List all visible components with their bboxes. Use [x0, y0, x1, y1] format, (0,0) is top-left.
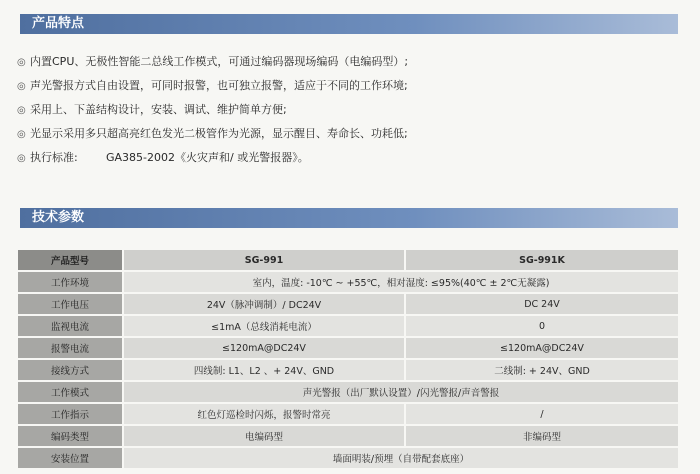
standard-label: 执行标准:: [30, 151, 78, 164]
spec-row: [18, 404, 678, 424]
spec-value-sg991k: /: [404, 404, 678, 424]
spec-value-sg991k: 非编码型: [404, 426, 678, 446]
feature-text: 声光警报方式自由设置，可同时报警，也可独立报警，适应于不同的工作环境;: [30, 79, 408, 92]
spec-row: [18, 426, 678, 446]
feature-item: [17, 98, 408, 122]
spec-label: 工作指示: [18, 404, 124, 424]
bullet-icon: ◎: [17, 153, 26, 164]
spec-row: [18, 316, 678, 336]
spec-row: [18, 382, 678, 402]
features-list: [17, 50, 408, 170]
spec-label: 编码类型: [18, 426, 124, 446]
spec-value-merged: 墙面明装/预埋（自带配套底座）: [124, 448, 678, 468]
spec-header-label: 产品型号: [18, 250, 124, 270]
spec-row: [18, 338, 678, 358]
spec-value-sg991k: 0: [404, 316, 678, 336]
bullet-icon: ◎: [17, 105, 26, 116]
spec-label: 监视电流: [18, 316, 124, 336]
spec-row: [18, 448, 678, 468]
feature-text: 采用上、下盖结构设计，安装、调试、维护简单方便;: [30, 103, 287, 116]
feature-text: 光显示采用多只超高亮红色发光二极管作为光源，显示醒目、寿命长、功耗低;: [30, 127, 408, 140]
bullet-icon: ◎: [17, 129, 26, 140]
bullet-icon: ◎: [17, 81, 26, 92]
bullet-icon: ◎: [17, 57, 26, 68]
spec-table: [18, 248, 678, 470]
spec-row: [18, 360, 678, 380]
spec-header-row: [18, 250, 678, 270]
features-section-title: 产品特点: [20, 14, 678, 34]
spec-label: 工作环境: [18, 272, 124, 292]
feature-item: [17, 74, 408, 98]
spec-value-sg991: ≤120mA@DC24V: [124, 338, 404, 358]
spec-label: 安装位置: [18, 448, 124, 468]
spec-label: 报警电流: [18, 338, 124, 358]
spec-row: [18, 272, 678, 292]
spec-value-sg991: 24V（脉冲调制）/ DC24V: [124, 294, 404, 314]
spec-label: 接线方式: [18, 360, 124, 380]
spec-value-sg991k: DC 24V: [404, 294, 678, 314]
feature-item-standard: [17, 146, 408, 170]
standard-value: GA385-2002《火灾声和/ 或光警报器》。: [106, 151, 309, 164]
spec-label: 工作模式: [18, 382, 124, 402]
feature-item: [17, 50, 408, 74]
spec-value-sg991: 电编码型: [124, 426, 404, 446]
tech-section-title: 技术参数: [20, 208, 678, 228]
model-sg991: SG-991: [124, 250, 404, 270]
spec-value-sg991k: ≤120mA@DC24V: [404, 338, 678, 358]
spec-value-merged: 声光警报（出厂默认设置）/闪光警报/声音警报: [124, 382, 678, 402]
model-sg991k: SG-991K: [404, 250, 678, 270]
feature-text: 内置CPU、无极性智能二总线工作模式，可通过编码器现场编码（电编码型）;: [30, 55, 409, 68]
spec-value-sg991k: 二线制: + 24V、GND: [404, 360, 678, 380]
spec-value-sg991: ≤1mA（总线消耗电流）: [124, 316, 404, 336]
spec-value-sg991: 四线制: L1、L2 、+ 24V、GND: [124, 360, 404, 380]
feature-item: [17, 122, 408, 146]
spec-value-merged: 室内，温度: -10℃ ~ +55℃，相对湿度: ≤95%(40℃ ± 2℃无凝露): [124, 272, 678, 292]
spec-row: [18, 294, 678, 314]
spec-label: 工作电压: [18, 294, 124, 314]
spec-value-sg991: 红色灯巡检时闪烁，报警时常亮: [124, 404, 404, 424]
